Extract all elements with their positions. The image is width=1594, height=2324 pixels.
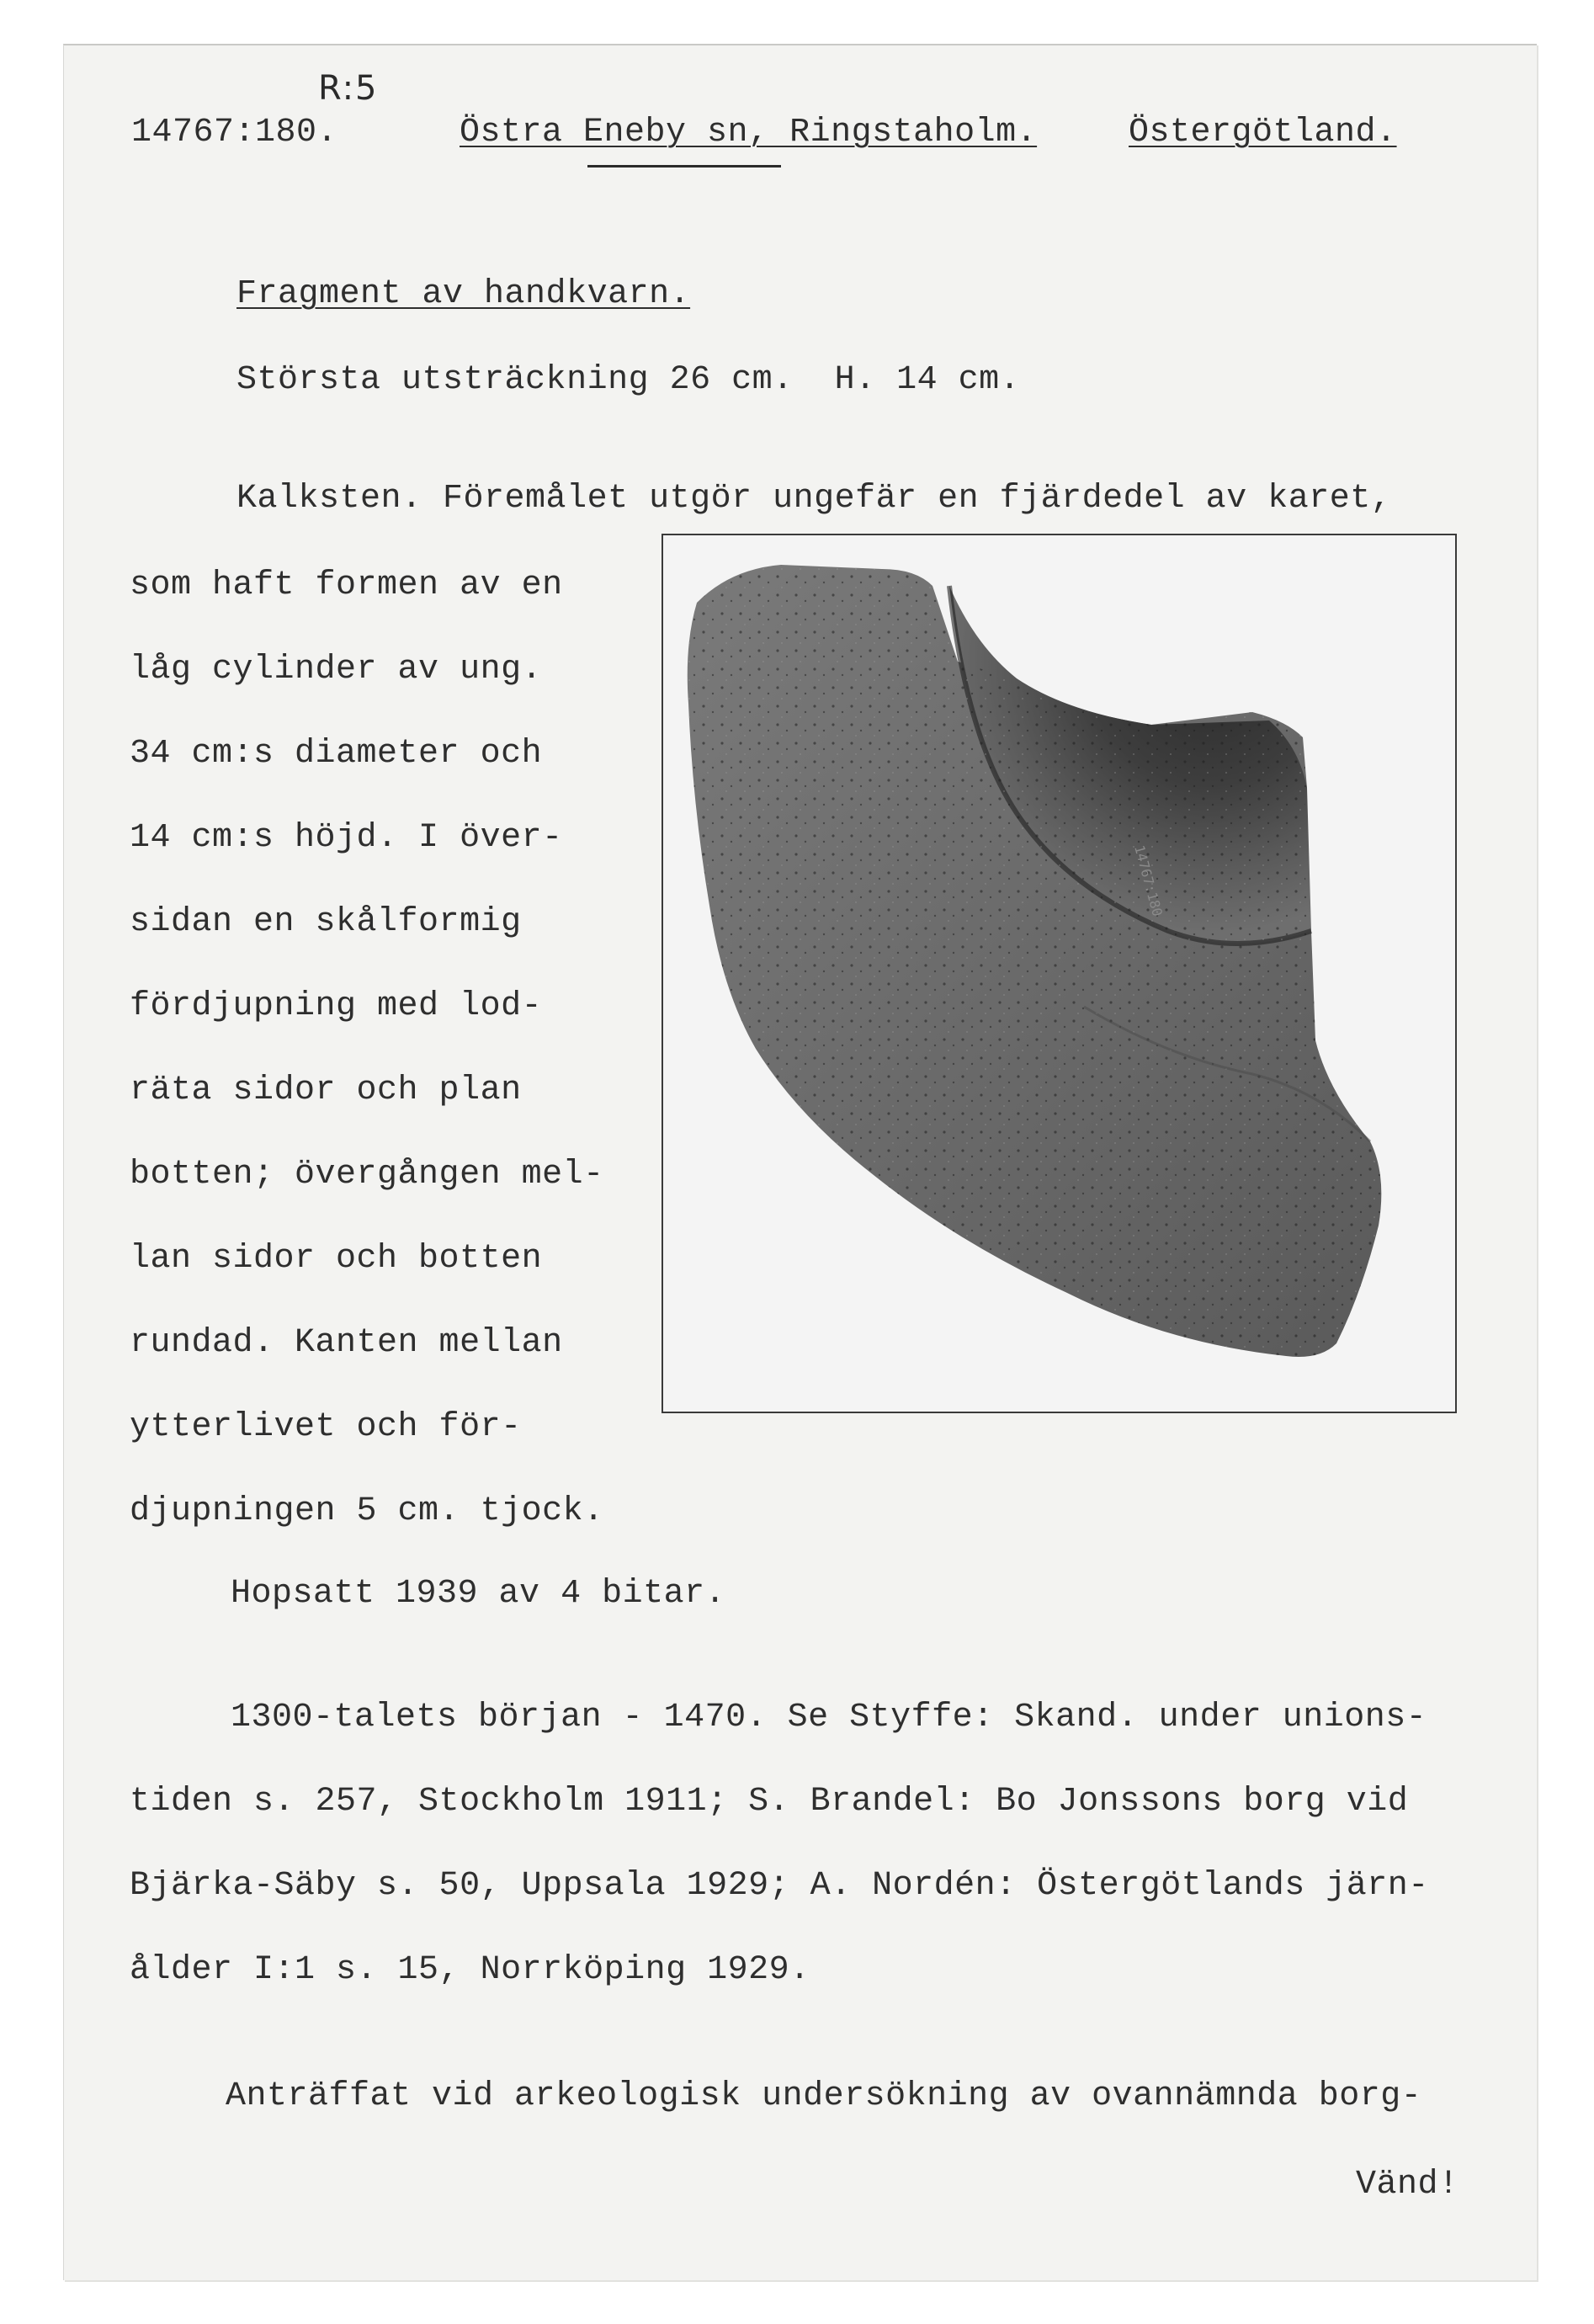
description-line: 14 cm:s höjd. I över- — [130, 819, 563, 857]
description-line: som haft formen av en — [130, 566, 563, 604]
description-line: Hopsatt 1939 av 4 bitar. — [231, 1575, 726, 1613]
photo-object-number: 14767:180 — [1131, 843, 1166, 918]
description-line: rundad. Kanten mellan — [130, 1324, 563, 1362]
handwritten-underline — [587, 165, 781, 168]
description-line: räta sidor och plan — [130, 1072, 522, 1109]
description-line: Kalksten. Föremålet utgör ungefär en fjärdedel av karet, — [236, 480, 1392, 518]
quern-fragment-image — [663, 535, 1455, 1412]
description-line: botten; övergången mel- — [130, 1156, 604, 1194]
description-line: lan sidor och botten — [130, 1240, 543, 1278]
catalog-card — [63, 44, 1537, 2280]
dating-line: ålder I:1 s. 15, Norrköping 1929. — [130, 1951, 810, 1989]
handwritten-note: R:5 — [318, 69, 379, 108]
description-line: ytterlivet och för- — [130, 1408, 522, 1446]
dating-line: tiden s. 257, Stockholm 1911; S. Brandel: Bo Jonssons borg vid — [130, 1783, 1409, 1821]
catalog-number: 14767:180. — [131, 114, 338, 152]
dating-line: 1300-talets början - 1470. Se Styffe: Skand. under unions- — [231, 1699, 1427, 1736]
description-line: djupningen 5 cm. tjock. — [130, 1492, 604, 1530]
dimensions: Största utsträckning 26 cm. H. 14 cm. — [236, 361, 1021, 399]
object-title: Fragment av handkvarn. — [236, 275, 691, 313]
location: Östra Eneby sn, Ringstaholm. — [460, 114, 1038, 152]
region: Östergötland. — [1129, 114, 1397, 152]
turn-note: Vänd! — [1356, 2166, 1459, 2204]
object-photograph — [662, 534, 1457, 1413]
description-line: fördjupning med lod- — [130, 987, 543, 1025]
description-line: sidan en skålformig — [130, 903, 522, 941]
description-line: låg cylinder av ung. — [130, 651, 543, 689]
description-line: 34 cm:s diameter och — [130, 735, 543, 773]
dating-line: Bjärka-Säby s. 50, Uppsala 1929; A. Nordén: Östergötlands järn- — [130, 1867, 1429, 1905]
find-line: Anträffat vid arkeologisk undersökning av ovannämnda borg- — [226, 2077, 1422, 2115]
